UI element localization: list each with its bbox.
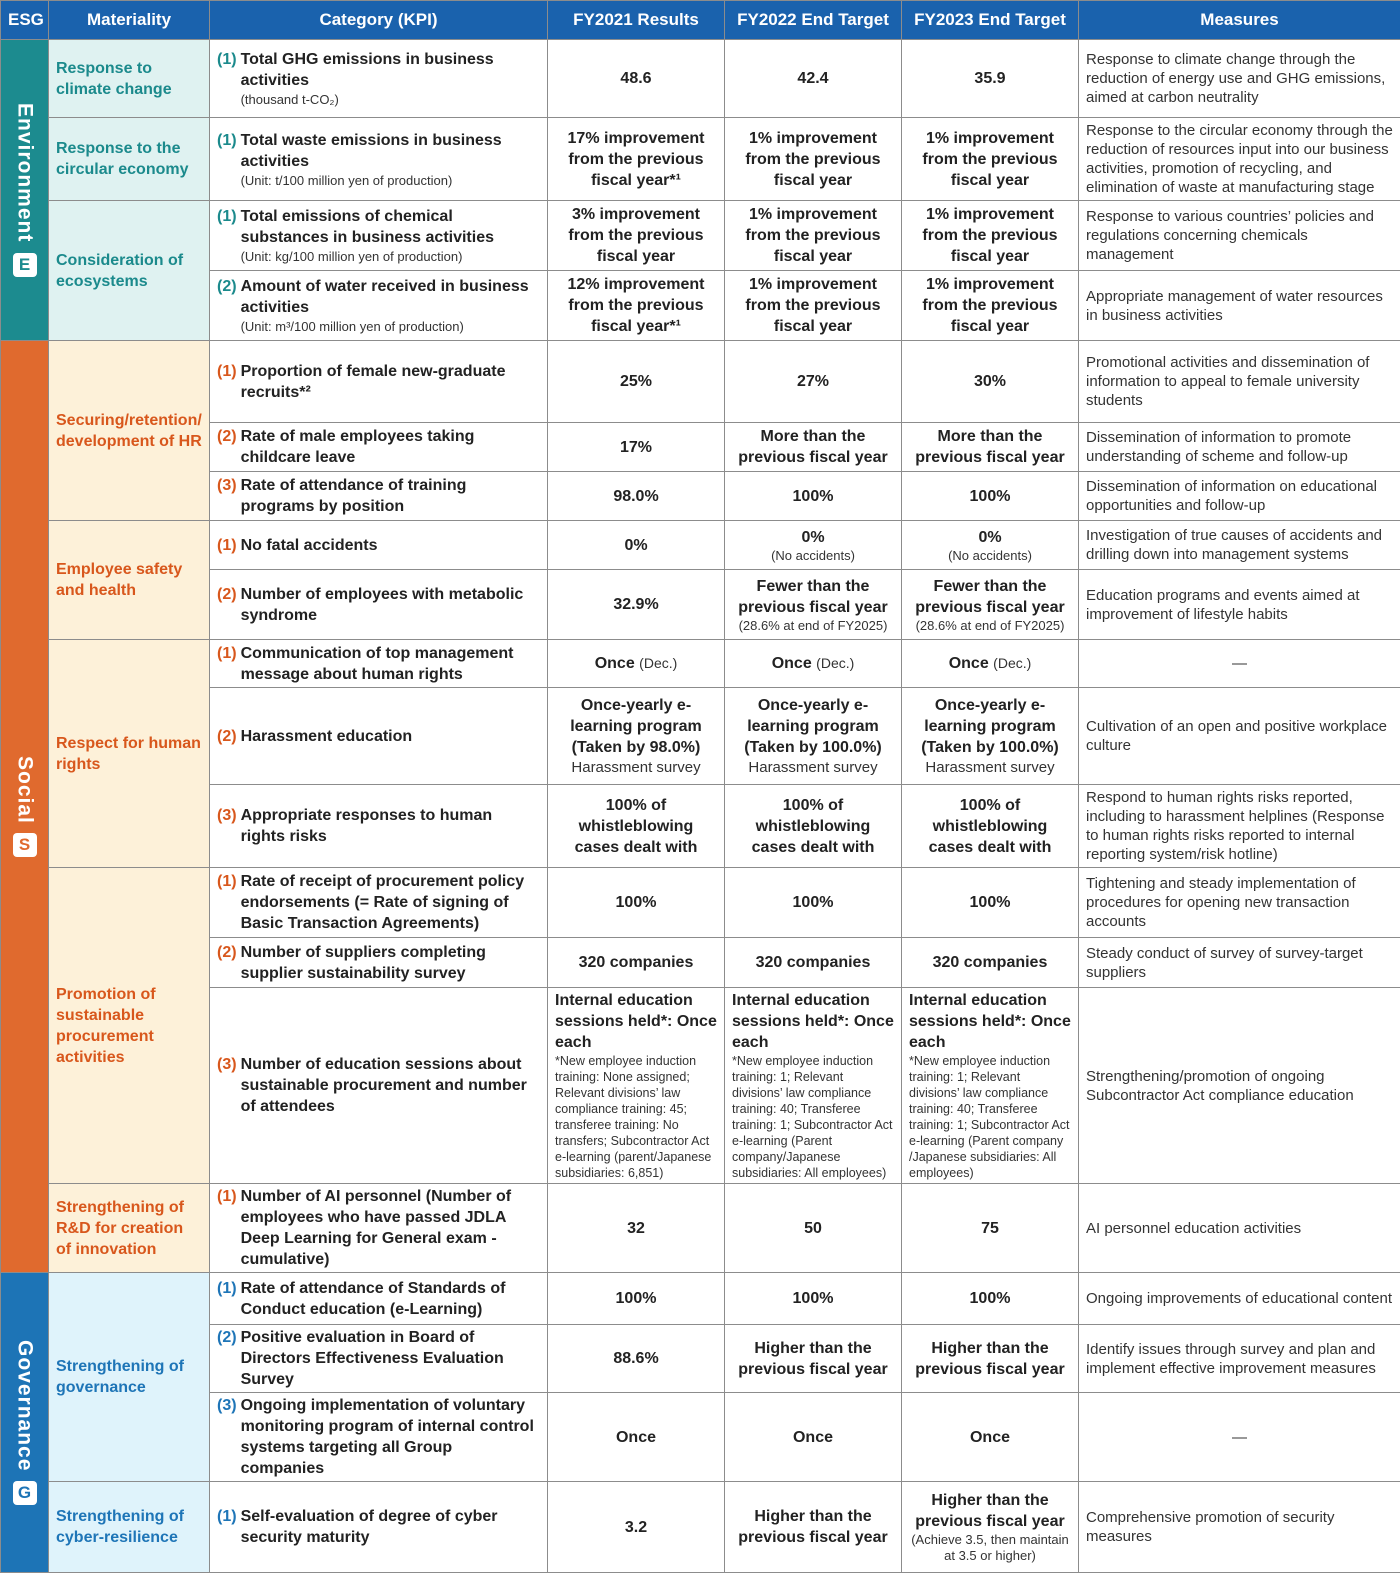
- measures-text: Respond to human rights risks reported, including to harassment helplines (Response to human rights risks reported to internal reporting system/risk hotline): [1079, 785, 1400, 868]
- kpi-title: Proportion of female new-graduate recruits*²: [241, 361, 540, 403]
- kpi-cell: [210, 1184, 548, 1273]
- fy2022-value: More than the previous fiscal year: [725, 423, 902, 472]
- kpi-title: Number of employees with metabolic syndrome: [241, 584, 540, 626]
- fy2022-value: 1% improvement from the previous fiscal year: [725, 201, 902, 271]
- materiality-hr: Securing/retention/ development of HR: [49, 341, 210, 521]
- kpi-cell: [210, 1273, 548, 1325]
- kpi-unit: (Unit: kg/100 million yen of production): [241, 248, 540, 265]
- kpi-cell: [210, 1393, 548, 1482]
- measures-text: —: [1079, 640, 1400, 688]
- fy2021-value: 17%: [548, 423, 725, 472]
- kpi-title: Harassment education: [241, 726, 413, 747]
- fy2022-value: 27%: [725, 341, 902, 423]
- kpi-cell: [210, 688, 548, 785]
- header-measures: Measures: [1079, 1, 1400, 40]
- table-row: [1, 1393, 1400, 1482]
- kpi-number: (2): [217, 426, 237, 447]
- fy2023-cell: [902, 688, 1079, 785]
- fy2023-value: 100% of whistleblowing cases dealt with: [902, 785, 1079, 868]
- kpi-number: (1): [217, 643, 237, 664]
- fy2022-value: Higher than the previous fiscal year: [725, 1325, 902, 1393]
- kpi-number: (1): [217, 871, 237, 892]
- kpi-cell: [210, 868, 548, 938]
- fy2023-note: (28.6% at end of FY2025): [909, 618, 1071, 634]
- fy2023-value: Once-yearly e-learning program (Taken by 100.0%): [921, 697, 1059, 756]
- kpi-title: Ongoing implementation of voluntary monitoring program of internal control systems targeting all Group companies: [241, 1395, 540, 1479]
- esg-social: [1, 341, 49, 1273]
- table-row: [1, 1325, 1400, 1393]
- materiality-rnd: Strengthening of R&D for creation of innovation: [49, 1184, 210, 1273]
- kpi-number: (1): [217, 49, 237, 70]
- kpi-number: (1): [217, 206, 237, 227]
- materiality-cyber: Strengthening of cyber-resilience: [49, 1482, 210, 1573]
- fy2021-value: 88.6%: [548, 1325, 725, 1393]
- fy2023-value: 1% improvement from the previous fiscal year: [902, 201, 1079, 271]
- materiality-human-rights: Respect for human rights: [49, 640, 210, 868]
- table-row: [1, 423, 1400, 472]
- header-row: [1, 1, 1400, 40]
- fy2023-value: 100%: [902, 868, 1079, 938]
- fy2022-cell: [725, 688, 902, 785]
- fy2022-note: (Dec.): [816, 655, 854, 671]
- kpi-cell: [210, 40, 548, 118]
- table-row: [1, 640, 1400, 688]
- fy2022-value: 100%: [725, 1273, 902, 1325]
- fy2023-cell: [902, 1482, 1079, 1573]
- fy2023-value: Higher than the previous fiscal year: [902, 1325, 1079, 1393]
- kpi-number: (2): [217, 584, 237, 605]
- materiality-circular: Response to the circular economy: [49, 118, 210, 201]
- esg-letter-g: G: [13, 1481, 37, 1505]
- fy2022-value: Once: [772, 655, 812, 672]
- fy2023-value: 35.9: [902, 40, 1079, 118]
- fy2021-note: Harassment survey: [555, 758, 717, 778]
- fy2022-value: 50: [725, 1184, 902, 1273]
- esg-governance: [1, 1273, 49, 1573]
- kpi-cell: [210, 938, 548, 988]
- fy2022-value: 320 companies: [725, 938, 902, 988]
- kpi-number: (2): [217, 726, 237, 747]
- fy2021-cell: [548, 640, 725, 688]
- table-row: [1, 570, 1400, 640]
- fy2021-cell: [548, 688, 725, 785]
- kpi-title: Communication of top management message about human rights: [241, 643, 540, 685]
- fy2023-value: 320 companies: [902, 938, 1079, 988]
- kpi-number: (1): [217, 1278, 237, 1299]
- header-esg: ESG: [1, 1, 49, 40]
- esg-letter-e: E: [13, 253, 37, 277]
- measures-text: Promotional activities and dissemination of information to appeal to female university students: [1079, 341, 1400, 423]
- esg-environment-label: Environment: [13, 103, 37, 242]
- kpi-title: Positive evaluation in Board of Directors Effectiveness Evaluation Survey: [241, 1327, 540, 1390]
- fy2022-value: Fewer than the previous fiscal year: [738, 578, 887, 616]
- kpi-number: (3): [217, 1054, 237, 1075]
- fy2023-value: Once: [902, 1393, 1079, 1482]
- fy2022-value: 42.4: [725, 40, 902, 118]
- fy2022-note: (28.6% at end of FY2025): [732, 618, 894, 634]
- header-category: Category (KPI): [210, 1, 548, 40]
- kpi-cell: [210, 1482, 548, 1573]
- kpi-cell: [210, 988, 548, 1184]
- kpi-number: (2): [217, 942, 237, 963]
- fy2021-value: 32.9%: [548, 570, 725, 640]
- kpi-title: Rate of attendance of training programs by position: [241, 475, 540, 517]
- fy2021-value: 48.6: [548, 40, 725, 118]
- fy2023-cell: [902, 570, 1079, 640]
- esg-social-label: Social: [13, 756, 37, 824]
- table-row: [1, 938, 1400, 988]
- fy2022-cell: [725, 640, 902, 688]
- materiality-governance: Strengthening of governance: [49, 1273, 210, 1482]
- table-row: [1, 1273, 1400, 1325]
- measures-text: Strengthening/promotion of ongoing Subcontractor Act compliance education: [1079, 988, 1400, 1184]
- kpi-number: (3): [217, 805, 237, 826]
- fy2023-value: 30%: [902, 341, 1079, 423]
- kpi-title: Number of suppliers completing supplier sustainability survey: [241, 942, 540, 984]
- esg-governance-label: Governance: [13, 1340, 37, 1471]
- fy2022-value: Higher than the previous fiscal year: [725, 1482, 902, 1573]
- fy2022-note: (No accidents): [732, 548, 894, 564]
- kpi-title: Rate of male employees taking childcare leave: [241, 426, 540, 468]
- kpi-unit: (Unit: m³/100 million yen of production): [241, 318, 540, 335]
- kpi-cell: [210, 521, 548, 570]
- fy2021-value: 100% of whistleblowing cases dealt with: [548, 785, 725, 868]
- kpi-cell: [210, 201, 548, 271]
- fy2022-value: 100%: [725, 868, 902, 938]
- fy2021-value: 98.0%: [548, 472, 725, 521]
- kpi-cell: [210, 570, 548, 640]
- kpi-number: (1): [217, 1186, 237, 1207]
- fy2023-value: Internal education sessions held*: Once each: [909, 992, 1071, 1051]
- fy2021-value: 25%: [548, 341, 725, 423]
- fy2023-cell: [902, 988, 1079, 1184]
- table-row: [1, 341, 1400, 423]
- kpi-cell: [210, 341, 548, 423]
- fy2021-value: Once: [548, 1393, 725, 1482]
- fy2021-value: 0%: [548, 521, 725, 570]
- fy2021-value: 32: [548, 1184, 725, 1273]
- kpi-number: (1): [217, 361, 237, 382]
- fy2021-value: 3.2: [548, 1482, 725, 1573]
- measures-text: Response to various countries’ policies and regulations concerning chemicals management: [1079, 201, 1400, 271]
- fy2022-cell: [725, 988, 902, 1184]
- kpi-cell: [210, 423, 548, 472]
- kpi-cell: [210, 1325, 548, 1393]
- fy2023-note: *New employee induction training: 1; Relevant divisions’ law compliance training: 40; Transferee training: 1; Subcontractor Act e-learning (Parent company /Japanese subsidiaries: All employees): [909, 1053, 1071, 1181]
- fy2022-cell: [725, 570, 902, 640]
- esg-letter-s: S: [13, 833, 37, 857]
- kpi-cell: [210, 640, 548, 688]
- kpi-number: (1): [217, 1506, 237, 1527]
- fy2022-value: 100%: [725, 472, 902, 521]
- fy2022-value: 1% improvement from the previous fiscal year: [725, 118, 902, 201]
- table-row: [1, 118, 1400, 201]
- measures-text: Steady conduct of survey of survey-target suppliers: [1079, 938, 1400, 988]
- table-row: [1, 688, 1400, 785]
- kpi-title: Number of education sessions about sustainable procurement and number of attendees: [241, 1054, 540, 1117]
- table-row: [1, 40, 1400, 118]
- fy2021-value: 100%: [548, 1273, 725, 1325]
- measures-text: Tightening and steady implementation of procedures for opening new transaction accounts: [1079, 868, 1400, 938]
- measures-text: Education programs and events aimed at improvement of lifestyle habits: [1079, 570, 1400, 640]
- kpi-cell: [210, 118, 548, 201]
- kpi-number: (2): [217, 1327, 237, 1348]
- table-row: [1, 988, 1400, 1184]
- table-row: [1, 521, 1400, 570]
- measures-text: Response to the circular economy through the reduction of resources input into our business activities, promotion of recycling, and elimination of waste at manufacturing stage: [1079, 118, 1400, 201]
- kpi-title: Number of AI personnel (Number of employees who have passed JDLA Deep Learning for General exam - cumulative): [241, 1186, 540, 1270]
- kpi-cell: [210, 785, 548, 868]
- fy2023-cell: [902, 640, 1079, 688]
- header-fy2021: FY2021 Results: [548, 1, 725, 40]
- kpi-title: Appropriate responses to human rights risks: [241, 805, 540, 847]
- header-fy2023: FY2023 End Target: [902, 1, 1079, 40]
- esg-environment: [1, 40, 49, 341]
- fy2021-value: 12% improvement from the previous fiscal year*¹: [548, 271, 725, 341]
- fy2021-value: 17% improvement from the previous fiscal year*¹: [548, 118, 725, 201]
- kpi-title: Rate of receipt of procurement policy endorsements (= Rate of signing of Basic Transaction Agreements): [241, 871, 540, 934]
- fy2023-note: (Dec.): [993, 655, 1031, 671]
- table-row: [1, 1184, 1400, 1273]
- table-row: [1, 785, 1400, 868]
- measures-text: —: [1079, 1393, 1400, 1482]
- fy2021-value: Once: [595, 655, 635, 672]
- fy2023-note: Harassment survey: [909, 758, 1071, 778]
- fy2022-note: Harassment survey: [732, 758, 894, 778]
- kpi-title: Total GHG emissions in business activities: [241, 51, 494, 89]
- fy2023-value: Higher than the previous fiscal year: [915, 1492, 1064, 1530]
- kpi-unit: (thousand t-CO₂): [241, 91, 540, 108]
- fy2021-note: (Dec.): [639, 655, 677, 671]
- measures-text: Appropriate management of water resources in business activities: [1079, 271, 1400, 341]
- kpi-unit: (Unit: t/100 million yen of production): [241, 172, 540, 189]
- header-materiality: Materiality: [49, 1, 210, 40]
- kpi-title: No fatal accidents: [241, 535, 378, 556]
- measures-text: Comprehensive promotion of security measures: [1079, 1482, 1400, 1573]
- measures-text: Ongoing improvements of educational content: [1079, 1273, 1400, 1325]
- fy2022-value: 0%: [801, 529, 824, 546]
- fy2023-value: 1% improvement from the previous fiscal year: [902, 118, 1079, 201]
- fy2021-value: 100%: [548, 868, 725, 938]
- table-row: [1, 868, 1400, 938]
- kpi-title: Total emissions of chemical substances in business activities: [241, 208, 494, 246]
- table-row: [1, 271, 1400, 341]
- table-row: [1, 1482, 1400, 1573]
- kpi-number: (3): [217, 475, 237, 496]
- fy2023-note: (No accidents): [909, 548, 1071, 564]
- materiality-ecosystems: Consideration of ecosystems: [49, 201, 210, 341]
- materiality-safety: Employee safety and health: [49, 521, 210, 640]
- measures-text: Investigation of true causes of accidents and drilling down into management systems: [1079, 521, 1400, 570]
- fy2023-cell: [902, 521, 1079, 570]
- fy2021-note: *New employee induction training: None assigned; Relevant divisions’ law compliance training: 45; transferee training: No transfers; Subcontractor Act e-learning (parent/Japanese subsidiaries: 6,851): [555, 1053, 717, 1181]
- fy2023-value: 0%: [978, 529, 1001, 546]
- fy2023-value: 75: [902, 1184, 1079, 1273]
- kpi-cell: [210, 271, 548, 341]
- measures-text: AI personnel education activities: [1079, 1184, 1400, 1273]
- table-row: [1, 472, 1400, 521]
- measures-text: Cultivation of an open and positive workplace culture: [1079, 688, 1400, 785]
- kpi-title: Amount of water received in business activities: [241, 278, 529, 316]
- fy2021-value: Internal education sessions held*: Once each: [555, 992, 717, 1051]
- kpi-title: Rate of attendance of Standards of Conduct education (e-Learning): [241, 1278, 540, 1320]
- fy2023-value: 100%: [902, 472, 1079, 521]
- materiality-procurement: Promotion of sustainable procurement activities: [49, 868, 210, 1184]
- fy2022-note: *New employee induction training: 1; Relevant divisions’ law compliance training: 40; Transferee training: 1; Subcontractor Act e-learning (Parent company/Japanese subsidiaries: All employees): [732, 1053, 894, 1181]
- fy2023-value: Fewer than the previous fiscal year: [915, 578, 1064, 616]
- kpi-number: (1): [217, 535, 237, 556]
- kpi-title: Total waste emissions in business activities: [241, 132, 502, 170]
- fy2022-value: Once: [725, 1393, 902, 1482]
- measures-text: Identify issues through survey and plan and implement effective improvement measures: [1079, 1325, 1400, 1393]
- fy2022-value: 100% of whistleblowing cases dealt with: [725, 785, 902, 868]
- kpi-number: (3): [217, 1395, 237, 1416]
- materiality-climate: Response to climate change: [49, 40, 210, 118]
- fy2022-cell: [725, 521, 902, 570]
- kpi-number: (1): [217, 130, 237, 151]
- measures-text: Dissemination of information to promote understanding of scheme and follow-up: [1079, 423, 1400, 472]
- kpi-title: Self-evaluation of degree of cyber security maturity: [241, 1506, 540, 1548]
- measures-text: Dissemination of information on educational opportunities and follow-up: [1079, 472, 1400, 521]
- fy2023-value: Once: [949, 655, 989, 672]
- fy2023-note: (Achieve 3.5, then maintain at 3.5 or higher): [909, 1532, 1071, 1564]
- fy2021-cell: [548, 988, 725, 1184]
- fy2023-value: More than the previous fiscal year: [902, 423, 1079, 472]
- fy2021-value: 320 companies: [548, 938, 725, 988]
- fy2023-value: 100%: [902, 1273, 1079, 1325]
- fy2022-value: Internal education sessions held*: Once each: [732, 992, 894, 1051]
- table-row: [1, 201, 1400, 271]
- fy2021-value: Once-yearly e-learning program (Taken by 98.0%): [570, 697, 702, 756]
- header-fy2022: FY2022 End Target: [725, 1, 902, 40]
- fy2021-value: 3% improvement from the previous fiscal year: [548, 201, 725, 271]
- fy2022-value: 1% improvement from the previous fiscal year: [725, 271, 902, 341]
- fy2023-value: 1% improvement from the previous fiscal year: [902, 271, 1079, 341]
- kpi-cell: [210, 472, 548, 521]
- measures-text: Response to climate change through the reduction of energy use and GHG emissions, aimed at carbon neutrality: [1079, 40, 1400, 118]
- kpi-number: (2): [217, 276, 237, 297]
- fy2022-value: Once-yearly e-learning program (Taken by 100.0%): [744, 697, 882, 756]
